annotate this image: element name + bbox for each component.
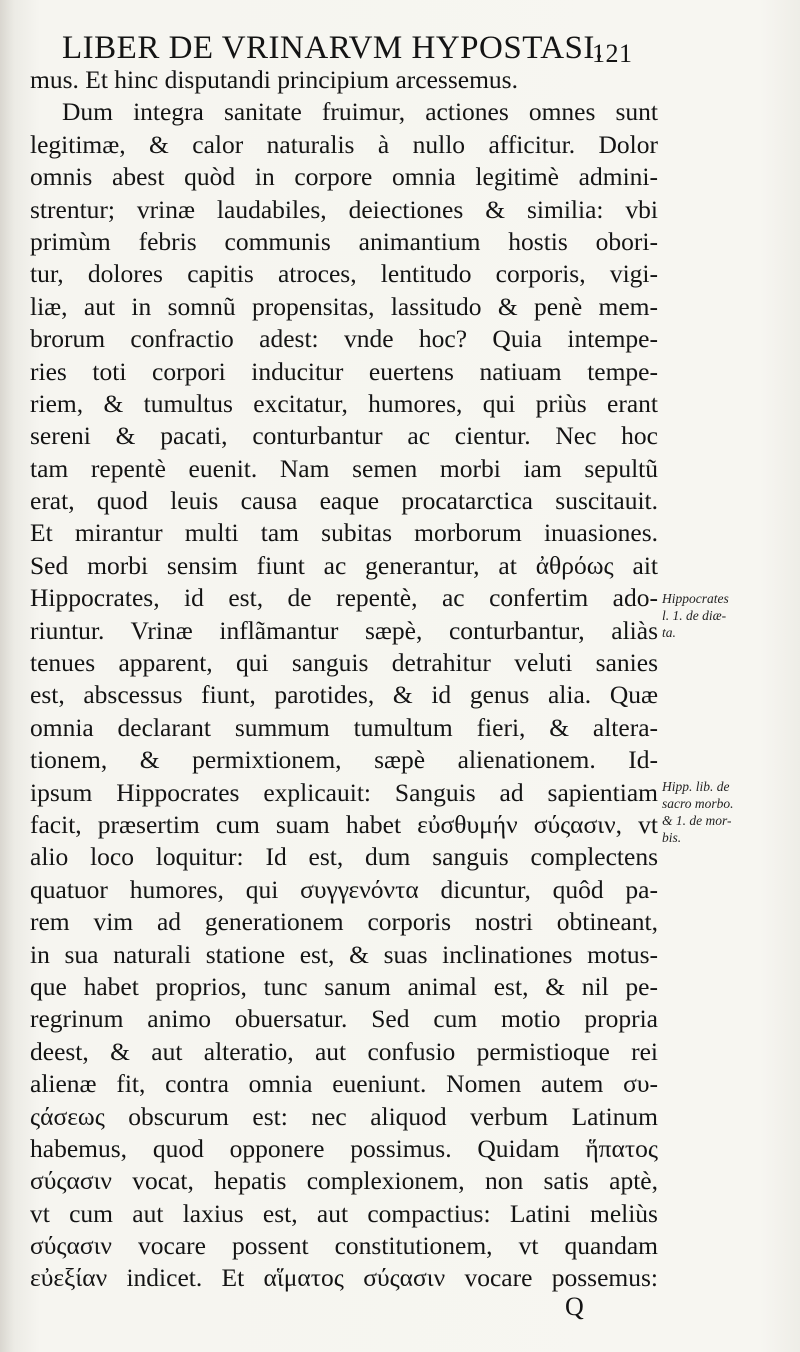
text-line: tur, dolores capitis atroces, lentitudo corporis, vigi- (30, 259, 658, 289)
signature-mark: Q (565, 1292, 584, 1321)
text-line: vt cum aut laxius est, aut compactius: Latini meliùs (30, 1198, 658, 1228)
text-line: que habet proprios, tunc sanum animal est, & nil pe- (30, 971, 658, 1001)
text-line: deest, & aut alteratio, aut confusio permistioque rei (30, 1036, 658, 1066)
margin-note-hippocrates-sacro-morbo (662, 778, 794, 846)
text-line: est, abscessus fiunt, parotides, & id genus alia. Quæ (30, 680, 658, 710)
page-number: 121 (592, 39, 633, 68)
margin-note-line: ta. (662, 625, 676, 640)
text-line: primùm febris communis animantium hostis obori- (30, 226, 658, 256)
margin-note-line: & 1. de mor- (662, 813, 732, 828)
text-line: mus. Et hinc disputandi principium arcessemus. (30, 65, 518, 94)
text-line: brorum confractio adest: vnde hoc? Quia intempe- (30, 324, 658, 354)
text-line: ries toti corpori inducitur euertens natiuam tempe- (30, 356, 658, 386)
text-line: ipsum Hippocrates explicauit: Sanguis ad sapientiam (30, 777, 658, 807)
margin-note-line: bis. (662, 830, 682, 845)
text-line: tionem, & permixtionem, sæpè alienationem. Id- (30, 745, 658, 775)
running-header (62, 28, 662, 68)
text-line: quatuor humores, qui συγγενόντα dicuntur, quôd pa- (30, 874, 658, 904)
text-line: regrinum animo obuersatur. Sed cum motio propria (30, 1004, 658, 1034)
text-line: strentur; vrinæ laudabiles, deiectiones & similia: vbi (30, 194, 658, 224)
text-line: sereni & pacati, conturbantur ac cientur. Nec hoc (30, 421, 658, 451)
main-text-block (30, 64, 658, 1295)
text-line: εὐεξίαν indicet. Et αἵματος σύςασιν vocare possemus: (30, 1263, 658, 1293)
margin-note-line: sacro morbo. (662, 796, 734, 811)
text-line: habemus, quod opponere possimus. Quidam ἥπατος (30, 1133, 658, 1163)
margin-note-line: l. 1. de diæ- (662, 608, 727, 623)
text-line: Hippocrates, id est, de repentè, ac confertim ado- (30, 583, 658, 613)
text-line: tenues apparent, qui sanguis detrahitur veluti sanies (30, 648, 658, 678)
text-line: riuntur. Vrinæ inflãmantur sæpè, conturbantur, aliàs (30, 615, 658, 645)
page-title: LIBER DE VRINARVM HYPOSTASI. (62, 30, 604, 66)
text-line: alienæ fit, contra omnia eueniunt. Nomen autem συ- (30, 1069, 658, 1099)
text-line: in sua naturali statione est, & suas inclinationes motus- (30, 939, 658, 969)
text-line: Dum integra sanitate fruimur, actiones omnes sunt (62, 97, 658, 127)
text-line: erat, quod leuis causa eaque procatarctica suscitauit. (30, 486, 658, 516)
margin-note-line: Hipp. lib. de (662, 779, 730, 794)
text-line: σύςασιν vocare possent constitutionem, vt quandam (30, 1231, 658, 1261)
text-line: tam repentè euenit. Nam semen morbi iam sepultũ (30, 453, 658, 483)
text-line: σύςασιν vocat, hepatis complexionem, non satis aptè, (30, 1166, 658, 1196)
margin-note-hippocrates-diaeta (662, 590, 794, 641)
text-line: omnia declarant summum tumultum fieri, & altera- (30, 712, 658, 742)
text-line: facit, præsertim cum suam habet εὐσθυμήν σύςασιν, vt (30, 809, 658, 839)
text-line: legitimæ, & calor naturalis à nullo afficitur. Dolor (30, 129, 658, 159)
text-line: liæ, aut in somnũ propensitas, lassitudo & penè mem- (30, 291, 658, 321)
text-line: Sed morbi sensim fiunt ac generantur, at ἀθρόως ait (30, 550, 658, 580)
text-line: riem, & tumultus excitatur, humores, qui priùs erant (30, 388, 658, 418)
text-line: omnis abest quòd in corpore omnia legitimè admini- (30, 162, 658, 192)
text-line: Et mirantur multi tam subitas morborum inuasiones. (30, 518, 658, 548)
text-line: rem vim ad generationem corporis nostri obtineant, (30, 907, 658, 937)
text-line: alio loco loquitur: Id est, dum sanguis complectens (30, 842, 658, 872)
margin-note-line: Hippocrates (662, 591, 729, 606)
text-line: ςάσεως obscurum est: nec aliquod verbum Latinum (30, 1101, 658, 1131)
